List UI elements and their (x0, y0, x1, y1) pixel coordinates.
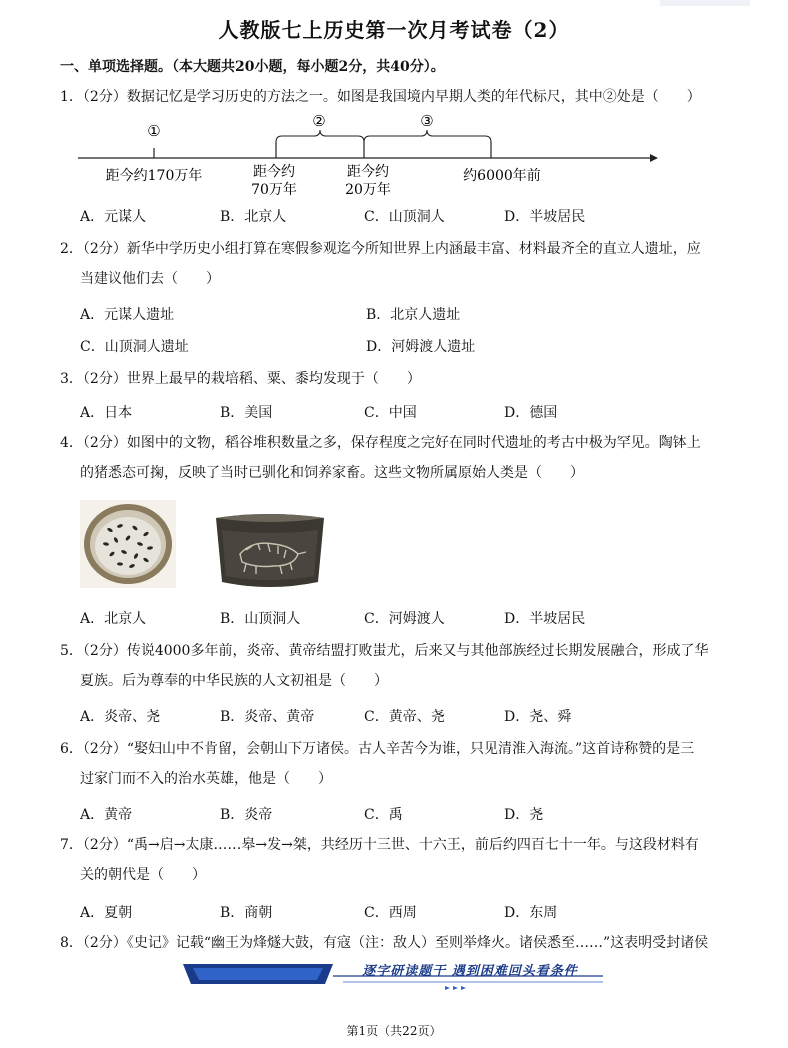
question-text: 1．（2分）数据记忆是学习历史的方法之一。如图是我国境内早期人类的年代标尺，其中②处是（ ） (60, 89, 701, 105)
pottery-bowl-photo (212, 510, 328, 592)
question-text-line: 夏族。后为尊奉的中华民族的人文初祖是（ ） (80, 673, 388, 689)
option-c[interactable]: C．河姆渡人 (364, 611, 445, 627)
option-d[interactable]: D．尧、舜 (504, 709, 572, 725)
options-q2 (80, 304, 730, 328)
question-text-line: 5．（2分）传说4000多年前，炎帝、黄帝结盟打败蚩尤，后来又与其他部族经过长期发展融合，形成了华 (60, 643, 709, 659)
question-text-line: 关的朝代是（ ） (80, 867, 206, 883)
option-c[interactable]: C．山顶洞人遗址 (80, 339, 189, 355)
page-number: 第1页（共22页） (346, 1024, 442, 1038)
question-1 (60, 82, 732, 112)
option-d[interactable]: D．东周 (504, 905, 558, 921)
option-d[interactable]: D．德国 (504, 405, 558, 421)
options-q6 (80, 804, 730, 828)
option-a[interactable]: A．元谋人 (80, 209, 147, 225)
question-text-line: 7．（2分）“禹→启→太康……皋→发→桀，共经历十三世、十六王，前后约四百七十一年。与这段材料有 (60, 837, 699, 853)
option-b[interactable]: B．商朝 (220, 905, 273, 921)
timeline-label-3b: 20万年 (345, 182, 391, 198)
option-a[interactable]: A．元谋人遗址 (80, 307, 175, 323)
option-d[interactable]: D．半坡居民 (504, 209, 586, 225)
options-q2-row2 (80, 336, 730, 360)
option-a[interactable]: A．夏朝 (80, 905, 133, 921)
footer-slogan: 逐字研读题干 遇到困难回头看条件 (362, 964, 578, 979)
option-c[interactable]: C．黄帝、尧 (364, 709, 445, 725)
options-q7 (80, 902, 730, 926)
question-7 (60, 830, 732, 890)
question-text-line: 当建议他们去（ ） (80, 271, 220, 287)
option-b[interactable]: B．北京人 (220, 209, 287, 225)
question-text: 8．（2分）《史记》记载“幽王为烽燧大鼓，有寇（注：敌人）至则举烽火。诸侯悉至……”这表明受封诸侯 (60, 935, 709, 951)
question-5 (60, 636, 732, 696)
timeline-label-2a: 距今约 (253, 164, 295, 180)
timeline-label-4: 约6000年前 (463, 168, 541, 184)
timeline-label-3a: 距今约 (347, 164, 389, 180)
option-d[interactable]: D．半坡居民 (504, 611, 586, 627)
timeline-label-1: 距今约170万年 (105, 168, 203, 184)
question-4 (60, 428, 732, 488)
options-q5 (80, 706, 730, 730)
question-text: 3．（2分）世界上最早的栽培稻、粟、黍均发现于（ ） (60, 371, 421, 387)
option-c[interactable]: C．中国 (364, 405, 417, 421)
timeline-mark-3: ③ (420, 112, 434, 130)
question-text-line: 过家门而不入的治水英雄，他是（ ） (80, 771, 332, 787)
options-q3 (80, 402, 730, 426)
option-c[interactable]: C．西周 (364, 905, 417, 921)
question-text-line: 4．（2分）如图中的文物，稻谷堆积数量之多，保存程度之完好在同时代遗址的考古中极为罕见。陶钵上 (60, 435, 701, 451)
option-b[interactable]: B．炎帝、黄帝 (220, 709, 315, 725)
section-heading: 一、单项选择题。（本大题共20小题，每小题2分，共40分）。 (60, 59, 445, 75)
option-d[interactable]: D．河姆渡人遗址 (366, 339, 476, 355)
timeline-mark-2: ② (312, 112, 326, 130)
question-3 (60, 364, 732, 394)
question-6 (60, 734, 732, 794)
timeline-mark-1: ① (147, 122, 161, 140)
option-b[interactable]: B．炎帝 (220, 807, 273, 823)
timeline-diagram (78, 112, 668, 202)
option-c[interactable]: C．禹 (364, 807, 403, 823)
header-watermark (660, 0, 750, 6)
option-a[interactable]: A．炎帝、尧 (80, 709, 161, 725)
options-q1 (80, 206, 730, 230)
option-b[interactable]: B．北京人遗址 (366, 307, 461, 323)
question-text-line: 的猪悉态可掬，反映了当时已驯化和饲养家畜。这些文物所属原始人类是（ ） (80, 465, 584, 481)
option-a[interactable]: A．北京人 (80, 611, 147, 627)
timeline-label-2b: 70万年 (251, 182, 297, 198)
option-a[interactable]: A．黄帝 (80, 807, 133, 823)
question-8 (60, 928, 732, 958)
option-c[interactable]: C．山顶洞人 (364, 209, 445, 225)
option-d[interactable]: D．尧 (504, 807, 544, 823)
question-text-line: 6．（2分）“娶妇山中不肯留，会朝山下万诸侯。古人辛苦今为谁，只见清淮入海流。”这首诗称赞的是三 (60, 741, 695, 757)
options-q4 (80, 608, 730, 632)
question-2 (60, 234, 732, 294)
question-text-line: 2．（2分）新华中学历史小组打算在寒假参观迄今所知世界上内涵最丰富、材料最齐全的直立人遗址，应 (60, 241, 701, 257)
option-a[interactable]: A．日本 (80, 405, 133, 421)
option-b[interactable]: B．美国 (220, 405, 273, 421)
option-b[interactable]: B．山顶洞人 (220, 611, 301, 627)
page-title: 人教版七上历史第一次月考试卷（2） (218, 18, 570, 42)
rice-grains-photo (80, 500, 176, 588)
